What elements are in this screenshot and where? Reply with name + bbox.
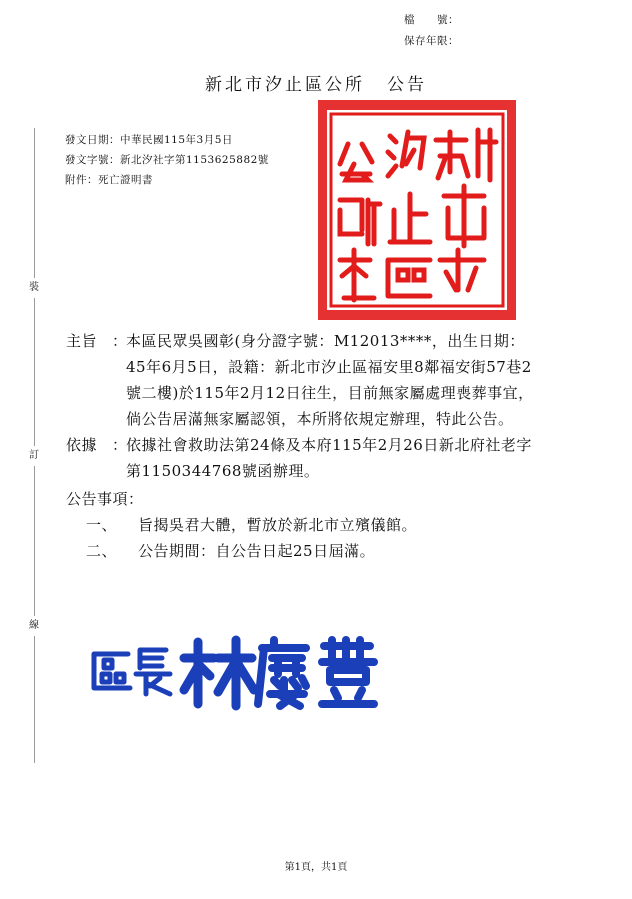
notice-item-number: 一、 [86,516,118,534]
page-title [0,70,632,95]
document-number: 發文字號：新北汐社字第1153625882號 [65,154,269,166]
subject-line-1: 本區民眾吳國彰(身分證字號：M12013****，出生日期： [126,332,525,350]
binding-mark-line: 線 [25,616,43,636]
director-signature-stamp [88,628,388,714]
subject-label: 主旨 [66,332,98,350]
basis-row [66,432,586,458]
subject-line-3: 號二樓)於115年2月12日往生，目前無家屬處理喪葬事宜， [126,384,534,402]
notice-item [86,512,417,538]
binding-mark-staple: 訂 [25,446,43,466]
issue-date: 發文日期：中華民國115年3月5日 [65,134,233,146]
basis-line-2: 第1150344768號函辦理。 [126,462,320,480]
page-number: 第1頁，共1頁 [284,862,348,873]
official-seal [318,100,516,320]
subject-colon: ： [112,332,128,350]
document-type: 公告 [387,75,427,95]
archive-info [404,10,604,52]
notice-item-text: 公告期間：自公告日起25日屆滿。 [138,542,376,560]
basis-colon: ： [112,436,128,454]
issuing-office: 新北市汐止區公所 [205,75,365,95]
binding-mark-bind: 裝 [25,278,43,298]
notice-item-number: 二、 [86,542,118,560]
retention-period-label: 保存年限： [404,35,459,47]
subject-line-4: 倘公告居滿無家屬認領，本所將依規定辦理，特此公告。 [126,410,514,428]
subject-row [66,328,586,354]
subject-line-2: 45年6月5日，設籍：新北市汐止區福安里8鄰福安街57巷2 [126,358,532,376]
notice-item [86,538,375,564]
attachment: 附件：死亡證明書 [65,174,153,186]
notice-item-text: 旨揭吳君大體，暫放於新北市立殯儀館。 [138,516,418,534]
file-number-label: 檔 號： [404,14,459,26]
document-meta [65,130,269,190]
basis-label: 依據 [66,436,98,454]
basis-line-1: 依據社會救助法第24條及本府115年2月26日新北府社老字 [126,436,532,454]
notice-heading: 公告事項： [66,490,144,508]
